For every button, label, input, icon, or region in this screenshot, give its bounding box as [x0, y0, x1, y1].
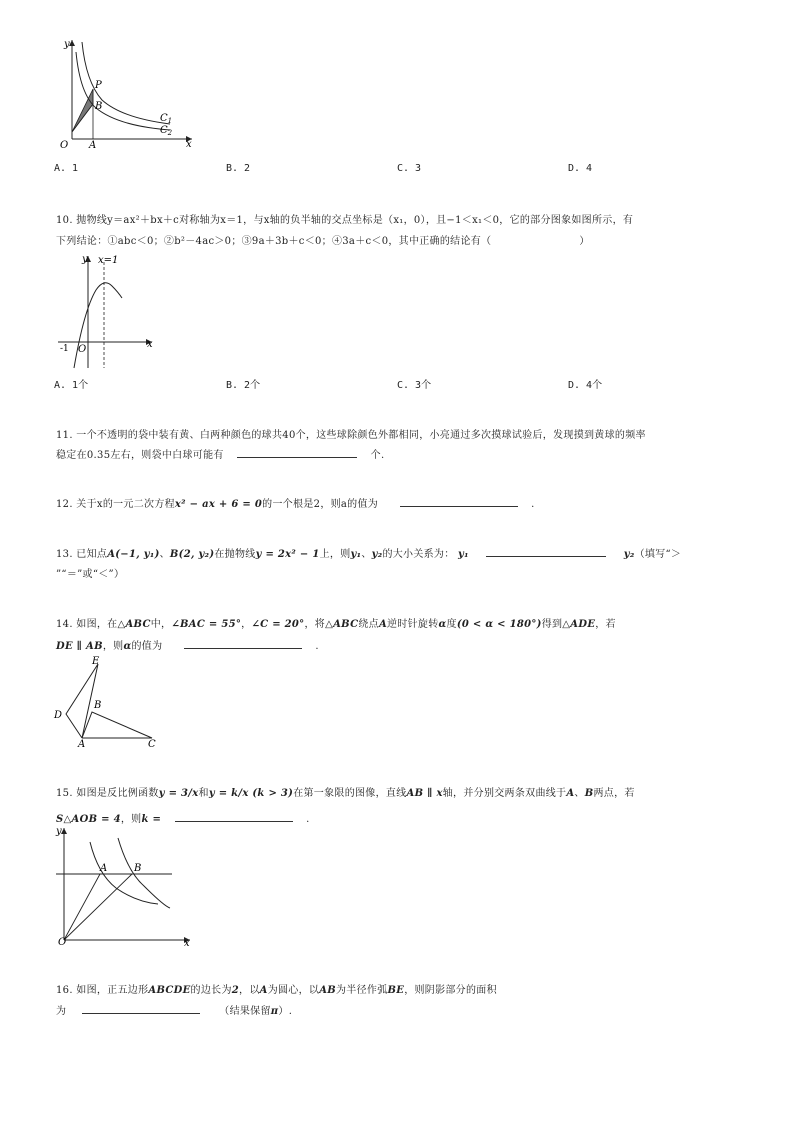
fig1-p-label: P	[95, 80, 102, 91]
q14-text-line2	[56, 637, 319, 652]
q10-text-line1: 10. 抛物线y＝ax²＋bx＋c对称轴为x＝1，与x轴的负半轴的交点坐标是（x₁，0），且−1＜x₁＜0，它的部分图象如图所示，有	[56, 215, 634, 226]
q14-range: (0 < α < 180°)	[456, 619, 542, 630]
q9-option-a[interactable]: A. 1	[54, 163, 79, 174]
q16-pi: π	[270, 1006, 279, 1017]
q10-fig-origin-label: O	[78, 344, 87, 355]
q14-d: 逆时针旋转	[387, 619, 439, 630]
q14-ade: ADE	[570, 619, 596, 630]
q15-func1: y = 3/x	[158, 788, 199, 799]
q13-sep: 、	[159, 549, 170, 560]
figure-rotation-triangles	[50, 652, 170, 748]
q16-arc-be: BE	[387, 985, 405, 996]
q15-fig-y-label: y	[56, 826, 62, 837]
q13-tail: （填写“＞	[634, 549, 682, 560]
q14-line2-b: 的值为	[131, 641, 163, 652]
q10-fig-axis-label: x=1	[98, 255, 119, 266]
q15-mid2: 轴，并分别交两条双曲线于	[442, 788, 567, 799]
q14-angle-c: ∠C = 20°	[251, 619, 305, 630]
q15-fig-x-label: x	[184, 938, 190, 948]
q10-fig-minus1-label: -1	[60, 344, 69, 354]
q15-func2: y = k/x (k > 3)	[208, 788, 294, 799]
q14-fig-c-label: C	[148, 739, 156, 748]
q14-angle-bac: ∠BAC = 55°	[171, 619, 242, 630]
q15-ab-parallel: AB ∥ x	[406, 788, 443, 799]
q10-option-c[interactable]: C. 3个	[397, 380, 432, 391]
q16-line2-prefix: 为	[56, 1006, 67, 1017]
q15-fig-a-label: A	[100, 863, 108, 874]
q16-prefix: 16. 如图，正五边形	[56, 985, 149, 996]
q14-period: .	[315, 641, 319, 652]
q9-option-d[interactable]: D. 4	[568, 163, 593, 174]
fig1-c1-label: $C_1$	[160, 113, 173, 125]
q14-fig-b-label: B	[94, 700, 102, 711]
q14-prefix: 14. 如图，在△	[56, 619, 126, 630]
q12-text	[56, 495, 535, 510]
q15-line2-a: ，则	[120, 814, 142, 825]
figure-inverse-proportion	[52, 822, 200, 948]
q11-line2-text: 稳定在0.35左右，则袋中白球可能有	[56, 450, 224, 461]
q11-line2-tail: 个.	[370, 450, 385, 461]
q12-period: .	[531, 499, 535, 510]
q14-f: 得到△	[541, 619, 571, 630]
q16-b: ，以	[239, 985, 260, 996]
figure-parabola	[52, 250, 162, 372]
q15-sep: 、	[574, 788, 585, 799]
q10-option-b[interactable]: B. 2个	[226, 380, 261, 391]
fig1-a-label: A	[89, 140, 97, 151]
q12-mid: 的一个根是2，则a的值为	[262, 499, 379, 510]
q13-equation: y = 2x² − 1	[255, 549, 320, 560]
q13-point-b: B(2, y₂)	[169, 549, 215, 560]
q15-answer-blank[interactable]	[175, 810, 293, 822]
q13-text-line2: ”“＝”或“＜”）	[56, 569, 125, 580]
q9-option-c[interactable]: C. 3	[397, 163, 422, 174]
q14-line2-a: ，则	[102, 641, 124, 652]
q11-text-line1: 11. 一个不透明的袋中装有黄、白两种颜色的球共40个，这些球除颜色外都相同，小亮通过多次摸球试验后，发现摸到黄球的频率	[56, 430, 646, 441]
q15-period: .	[306, 814, 310, 825]
q15-prefix: 15. 如图是反比例函数	[56, 788, 159, 799]
q15-tail: 两点，若	[593, 788, 635, 799]
q13-point-a: A(−1, y₁)	[107, 549, 160, 560]
q13-comma: 、	[361, 549, 372, 560]
q14-alpha: α	[438, 619, 447, 630]
q16-d: 为半径作弧	[336, 985, 388, 996]
q14-fig-a-label: A	[78, 739, 86, 748]
q15-area: S△AOB = 4	[56, 814, 121, 825]
q14-g: ，若	[595, 619, 616, 630]
q13-mid2: 上，则	[319, 549, 351, 560]
q14-alpha2: α	[123, 641, 132, 652]
q16-c: 为圆心，以	[267, 985, 320, 996]
q15-point-a: A	[566, 788, 575, 799]
q15-text-line1	[56, 784, 635, 799]
q13-y1: y₁	[350, 549, 362, 560]
q16-point-a: A	[259, 985, 268, 996]
q15-k: k =	[141, 814, 162, 825]
q16-pentagon: ABCDE	[148, 985, 191, 996]
q12-answer-blank[interactable]	[400, 495, 518, 507]
q15-mid: 在第一象限的图像，直线	[293, 788, 407, 799]
fig1-b-label: B	[95, 101, 103, 112]
q13-y2: y₂	[371, 549, 383, 560]
q14-e: 度	[446, 619, 457, 630]
q14-b: ，将△	[304, 619, 334, 630]
q14-comma: ，	[241, 619, 252, 630]
q14-fig-e-label: E	[92, 656, 100, 667]
q15-fig-b-label: B	[134, 863, 142, 874]
q12-equation: x² − ax + 6 = 0	[174, 499, 263, 510]
q11-text-line2	[56, 446, 384, 461]
q11-answer-blank[interactable]	[237, 446, 357, 458]
q15-point-b: B	[584, 788, 594, 799]
q13-y2-compare: y₂	[623, 549, 635, 560]
q10-line2-text: 下列结论：①abc＜0；②b²－4ac＞0；③9a＋3b＋c＜0；④3a＋c＜0，其中正确的结论有（	[56, 236, 492, 247]
q14-answer-blank[interactable]	[184, 637, 302, 649]
q16-ab: AB	[319, 985, 336, 996]
q10-line2-close: ）	[579, 236, 590, 247]
q13-answer-blank[interactable]	[486, 545, 606, 557]
q13-mid3: 的大小关系为：	[382, 549, 455, 560]
figure-hyperbolas-p	[52, 34, 202, 152]
q13-prefix: 13. 已知点	[56, 549, 108, 560]
q15-fig-origin-label: O	[58, 937, 67, 948]
q9-option-b[interactable]: B. 2	[226, 163, 251, 174]
q10-fig-x-label: x	[147, 339, 153, 350]
q10-text-line2	[56, 232, 590, 247]
q14-abc2: ABC	[333, 619, 359, 630]
q14-c: 绕点	[358, 619, 379, 630]
q16-answer-blank[interactable]	[82, 1002, 200, 1014]
q10-option-d[interactable]: D. 4个	[568, 380, 603, 391]
q13-y1-compare: y₁	[458, 549, 469, 560]
q10-fig-y-label: y	[82, 254, 88, 265]
q16-a: 的边长为	[190, 985, 232, 996]
q14-text-line1	[56, 615, 616, 630]
q14-point-a: A	[378, 619, 388, 630]
q16-line2-note: （结果保留	[219, 1006, 271, 1017]
q16-line2-end: ）.	[278, 1006, 293, 1017]
q12-prefix: 12. 关于x的一元二次方程	[56, 499, 175, 510]
fig1-x-label: x	[186, 139, 192, 150]
q13-mid: 在抛物线	[214, 549, 256, 560]
q13-text-line1	[56, 545, 681, 560]
fig1-y-label: y	[64, 39, 70, 50]
q16-e: ，则阴影部分的面积	[404, 985, 497, 996]
q14-a: 中，	[150, 619, 172, 630]
q16-text-line2	[56, 1002, 292, 1017]
fig1-origin-label: O	[60, 140, 69, 151]
q10-option-a[interactable]: A. 1个	[54, 380, 89, 391]
q14-fig-d-label: D	[54, 710, 63, 721]
q16-side: 2	[231, 985, 240, 996]
fig1-c2-label: $C_2$	[160, 125, 173, 137]
q16-text-line1	[56, 981, 497, 996]
q14-parallel: DE ∥ AB	[56, 641, 103, 652]
q14-abc: ABC	[125, 619, 151, 630]
q15-and: 和	[198, 788, 209, 799]
